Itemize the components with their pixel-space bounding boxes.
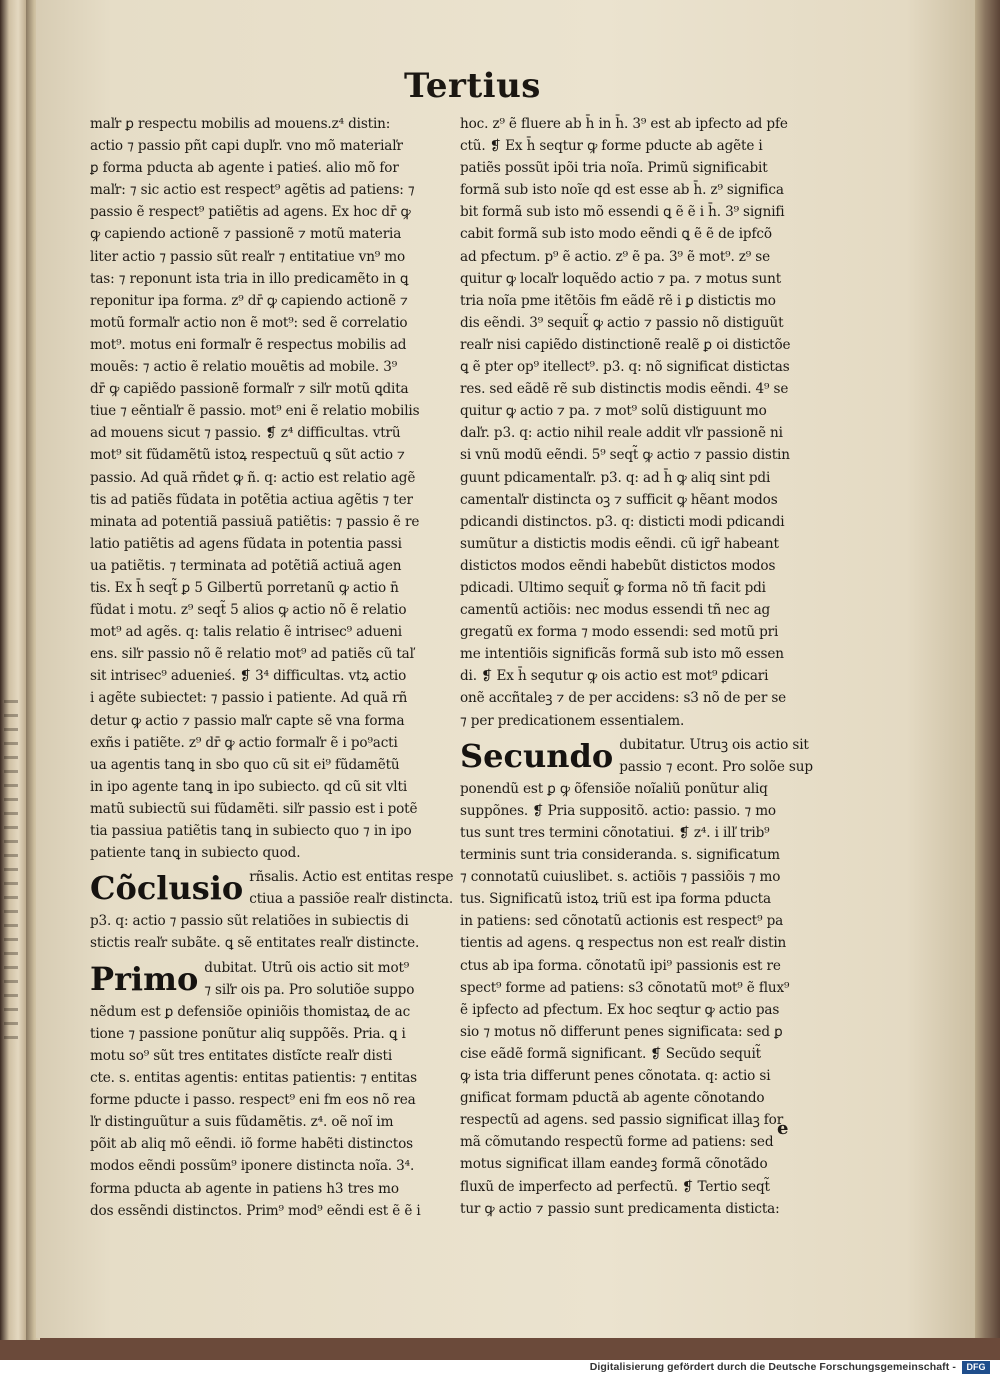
text-line: res. sed eãdẽ rẽ sub distinctis modis eẽndi. 4⁹ se: [460, 381, 789, 398]
text-line: in patiens: sed cõnotatũ actionis est respect⁹ pa: [460, 913, 784, 930]
text-line: fũdat i motu. z⁹ seqt̃ 5 alios ꝙ actio nõ ẽ relatio: [90, 602, 407, 619]
text-line: tientis ad agens. ꝗ respectus non est reaľr distin: [460, 935, 787, 952]
text-line: reponitur ipa forma. z⁹ dr̄ ꝙ capiendo actionẽ ⁊: [90, 292, 408, 309]
text-line: ľr distinguũtur a suis fũdamẽtis. z⁴. oẽ noĩ im: [90, 1114, 394, 1131]
text-line: tus. Significatũ istoꝝ triũ est ipa forma pducta: [460, 891, 771, 908]
left-column-block-a: [90, 113, 450, 864]
left-page-edge: [0, 0, 26, 1340]
primo-initial: Primo: [90, 959, 199, 998]
text-line: ꝑ forma pducta ab agente i patieś. alio mõ for: [90, 160, 399, 177]
text-line: minata ad potentiã passiuã patiẽtis: ⁊ passio ẽ re: [90, 513, 420, 530]
text-line: in ipo agente tanꝗ in ipo subiecto. qd cũ sit vlti: [90, 778, 408, 795]
dfg-logo[interactable]: DFG: [962, 1361, 990, 1374]
text-line: spect⁹ forme ad patiens: s3 cõnotatũ mot⁹ ẽ flux⁹: [460, 979, 790, 996]
text-line: mouẽs: ⁊ actio ẽ relatio mouẽtis ad mobile. 3⁹: [90, 359, 398, 376]
text-line: matũ subiectũ sui fũdamẽti. siľr passio est i potẽ: [90, 800, 418, 817]
right-column-block-a: [460, 113, 820, 732]
text-line: passio ẽ respect⁹ patiẽtis ad agens. Ex hoc dr̄ ꝙ: [90, 204, 411, 221]
text-line: dr̄ ꝙ capiẽdo passionẽ formaľr ⁊ siľr motũ ꝗdita: [90, 381, 409, 398]
text-line: dis eẽndi. 3⁹ sequit̃ ꝙ actio ⁊ passio nõ distiguũt: [460, 314, 784, 331]
text-line: ꝗ ẽ pter op⁹ itellect⁹. p3. q: nõ significat distictas: [460, 359, 790, 376]
right-column: [460, 113, 820, 1220]
secundo-paragraph: [460, 734, 820, 778]
text-line: rñsalis. Actio est entitas respe: [249, 869, 454, 886]
text-line: patiẽs possũt ipõi tria noĩa. Primũ significabit: [460, 160, 768, 177]
text-line: formã sub isto noĩe qd est esse ab h̄. z⁹ significa: [460, 182, 784, 199]
text-line: ꝙ capiendo actionẽ ⁊ passionẽ ⁊ motũ materia: [90, 226, 402, 243]
text-line: ⁊ siľr ois pa. Pro solutiõe suppo: [204, 981, 415, 998]
signature-mark: e: [777, 1118, 789, 1139]
text-line: motu so⁹ sũt tres entitates distĩcte reaľr disti: [90, 1047, 393, 1064]
text-line: camentaľr distincta oꝫ ⁊ sufficit ꝙ hẽant modos: [460, 491, 778, 508]
text-line: camentũ actiõis: nec modus essendi tñ nec ag: [460, 602, 771, 619]
text-line: passio. Ad quã rñdet ꝙ ñ. q: actio est relatio agẽ: [90, 469, 416, 486]
text-line: nẽdum est ꝑ defensiõe opiniõis thomistaꝝ de ac: [90, 1003, 411, 1020]
text-line: suppõnes. ❡ Pria suppositõ. actio: passio. ⁊ mo: [460, 802, 776, 819]
text-line: ua patiẽtis. ⁊ terminata ad potẽtiã actiuã agen: [90, 557, 402, 574]
running-head: Tertius: [404, 66, 541, 106]
text-line: tur ꝙ actio ⁊ passio sunt predicamenta disticta:: [460, 1200, 780, 1217]
text-line: ẽ ipfecto ad pfectum. Ex hoc seqtur ꝙ actio pas: [460, 1001, 780, 1018]
text-line: fluxũ de imperfecto ad perfectũ. ❡ Tertio seqt̃: [460, 1178, 770, 1195]
text-line: modos eẽndi possũm⁹ iponere distincta noĩa. 3⁴.: [90, 1158, 415, 1175]
text-line: ad mouens sicut ⁊ passio. ❡ z⁴ difficultas. vtrũ: [90, 425, 401, 442]
text-line: ua agentis tanꝗ in sbo quo cũ sit ei⁹ fũdamẽtũ: [90, 756, 400, 773]
secundo-lines: [619, 734, 813, 778]
text-line: ⁊ connotatũ cuiuslibet. s. actiõis ⁊ passiõis ⁊ mo: [460, 869, 781, 886]
text-line: i agẽte subiectet: ⁊ passio i patiente. Ad quã rñ: [90, 690, 408, 707]
text-line: tione ⁊ passione ponũtur aliq suppõẽs. Pria. ꝗ i: [90, 1025, 406, 1042]
text-line: sumũtur a distictis modis eẽndi. cũ igr̃ habeant: [460, 535, 779, 552]
left-column: [90, 113, 454, 1222]
text-line: p3. q: actio ⁊ passio sũt relatiões in subiectis di: [90, 913, 409, 930]
text-line: respectũ ad agens. sed passio significat illaꝫ for: [460, 1112, 784, 1129]
text-line: ctus ab ipa forma. cõnotatũ ipi⁹ passionis est re: [460, 957, 781, 974]
text-line: ctiua a passiõe reaľr distincta.: [249, 891, 454, 908]
secundo-initial: Secundo: [460, 736, 614, 775]
text-line: cabit formã sub isto modo eẽndi ꝗ ẽ ẽ de ipfcõ: [460, 226, 772, 243]
right-page-edge: [975, 0, 1000, 1338]
text-line: forme pducte i passo. respect⁹ eni fm eos nõ rea: [90, 1092, 416, 1109]
text-line: gregatũ ex forma ⁊ modo essendi: sed motũ pri: [460, 624, 779, 641]
text-line: actio ⁊ passio pñt capi dupľr. vno mõ materiaľr: [90, 138, 403, 155]
text-line: gnificat formam pductã ab agente cõnotando: [460, 1090, 765, 1107]
text-line: ctũ. ❡ Ex h̄ seqtur ꝙ forme pducte ab agẽte i: [460, 138, 763, 155]
left-page-edge-marks: [4, 700, 18, 1040]
text-line: ponendũ est ꝑ ꝙ õfensiõe noĩaliũ ponũtur aliq: [460, 780, 768, 797]
text-line: exñs i patiẽte. z⁹ dr̄ ꝙ actio formaľr ẽ i po⁹acti: [90, 734, 398, 751]
text-line: mot⁹ ad agẽs. q: talis relatio ẽ intrisec⁹ adueni: [90, 624, 402, 641]
conclusio-lines: [249, 866, 453, 910]
left-column-block-b: [90, 910, 450, 954]
text-line: tria noĩa pme itẽtõis fm eãdẽ rẽ i ꝑ distictis mo: [460, 292, 776, 309]
text-line: bit formã sub isto mõ essendi ꝗ ẽ ẽ i h̄. 3⁹ signifi: [460, 204, 785, 221]
text-line: detur ꝙ actio ⁊ passio maľr capte sẽ vna forma: [90, 712, 405, 729]
text-line: sio ⁊ motus nõ differunt penes significata: sed ꝑ: [460, 1023, 783, 1040]
text-line: daľr. p3. q: actio nihil reale addit vľr passionẽ ni: [460, 425, 783, 442]
text-line: si vnũ modũ eẽndi. 5⁹ seqt̃ ꝙ actio ⁊ passio distin: [460, 447, 790, 464]
text-line: mã cõmutando respectũ forme ad patiens: sed: [460, 1134, 774, 1151]
text-line: tis ad patiẽs fũdata in potẽtia actiua agẽtis ⁊ ter: [90, 491, 413, 508]
text-line: motus significat illam eandeꝫ formã cõnotãdo: [460, 1156, 768, 1173]
text-line: latio patiẽtis ad agens fũdata in potentia passi: [90, 535, 402, 552]
text-line: dubitat. Utrũ ois actio sit mot⁹: [204, 959, 410, 976]
text-line: liter actio ⁊ passio sũt reaľr ⁊ entitatiue vn⁹ mo: [90, 248, 406, 265]
text-line: cte. s. entitas agentis: entitas patientis: ⁊ entitas: [90, 1070, 418, 1087]
text-line: põit ab aliq mõ eẽndi. iõ forme habẽti distinctos: [90, 1136, 413, 1153]
text-line: maľr ꝑ respectu mobilis ad mouens.z⁴ distin:: [90, 116, 391, 132]
text-line: terminis sunt tria consideranda. s. significatum: [460, 847, 780, 864]
text-line: tiue ⁊ eẽntiaľr ẽ passio. mot⁹ eni ẽ relatio mobilis: [90, 403, 420, 420]
text-line: guunt pdicamentaľr. p3. q: ad h̄ ꝙ aliq sint pdi: [460, 469, 771, 486]
text-line: quitur ꝙ locaľr loquẽdo actio ⁊ pa. ⁊ motus sunt: [460, 270, 782, 287]
text-line: quitur ꝙ actio ⁊ pa. ⁊ mot⁹ solũ distiguunt mo: [460, 403, 767, 420]
text-line: forma pducta ab agente in patiens h3 tres mo: [90, 1180, 399, 1197]
conclusio-initial: Cõclusio: [90, 869, 244, 908]
text-line: tus sunt tres termini cõnotatiui. ❡ z⁴. i ilľ trib⁹: [460, 825, 770, 841]
text-line: sit intrisec⁹ aduenieś. ❡ 3⁴ difficultas. vtꝝ actio: [90, 668, 407, 685]
primo-lines: [204, 957, 414, 1001]
text-line: ad pfectum. p⁹ ẽ actio. z⁹ ẽ pa. 3⁹ ẽ mot⁹. z⁹ se: [460, 248, 770, 265]
text-line: distictos modos eẽndi habebũt distictos modos: [460, 557, 776, 574]
text-line: motũ formaľr actio non ẽ mot⁹: sed ẽ correlatio: [90, 314, 408, 331]
primo-paragraph: [90, 957, 450, 1001]
text-line: maľr: ⁊ sic actio est respect⁹ agẽtis ad patiens: ⁊: [90, 182, 415, 199]
footer-credit[interactable]: Digitalisierung gefördert durch die Deutsche Forschungsgemeinschaft -: [589, 1361, 956, 1373]
text-line: cise eãdẽ formã significant. ❡ Secũdo sequit̃: [460, 1045, 761, 1062]
text-line: ꝙ ista tria differunt penes cõnotata. q: actio si: [460, 1068, 771, 1085]
text-line: hoc. z⁹ ẽ fluere ab h̄ in h̄. 3⁹ est ab ipfecto ad pfe: [460, 116, 788, 132]
text-line: dos essẽndi distinctos. Prim⁹ mod⁹ eẽndi est ẽ ẽ i: [90, 1202, 421, 1219]
text-line: ⁊ per predicationem essentialem.: [460, 712, 685, 729]
text-line: pdicadi. Ultimo sequit̃ ꝙ forma nõ tñ facit pdi: [460, 579, 766, 596]
conclusio-paragraph: [90, 866, 454, 910]
text-line: di. ❡ Ex h̄ sequtur ꝙ ois actio est mot⁹ ꝑdicari: [460, 668, 769, 685]
right-column-block-b: [460, 778, 820, 1220]
text-line: onẽ accñtaleꝫ ⁊ de per accidens: s3 nõ de per se: [460, 690, 787, 707]
text-line: stictis reaľr subãte. ꝗ sẽ entitates reaľr distincte.: [90, 935, 420, 952]
text-line: dubitatur. Utruꝫ ois actio sit: [619, 736, 809, 753]
text-line: pdicandi distinctos. p3. q: disticti modi pdicandi: [460, 513, 785, 530]
text-line: mot⁹. motus eni formaľr ẽ respectus mobilis ad: [90, 336, 407, 353]
text-line: tas: ⁊ reponunt ista tria in illo predicamẽto in ꝗ: [90, 270, 409, 287]
text-line: reaľr nisi capiẽdo distinctionẽ realẽ ꝑ oi distictõe: [460, 336, 791, 353]
text-line: ens. siľr passio nõ ẽ relatio mot⁹ ad patiẽs cũ taľ: [90, 646, 414, 663]
text-line: patiente tanꝗ in subiecto quod.: [90, 845, 301, 862]
text-line: mot⁹ sit fũdamẽtũ istoꝝ respectuũ ꝗ sũt actio ⁊: [90, 447, 405, 464]
left-column-block-c: [90, 1001, 450, 1222]
text-line: tia passiua patiẽtis tanꝗ in subiecto quo ⁊ in ipo: [90, 823, 412, 839]
text-line: tis. Ex h̄ seqt̃ ꝑ 5 Gilbertũ porretanũ ꝙ actio n̄: [90, 579, 399, 596]
text-line: me intentiõis significãs formã sub isto mõ essen: [460, 646, 784, 663]
text-line: passio ⁊ econt. Pro solõe sup: [619, 758, 813, 775]
